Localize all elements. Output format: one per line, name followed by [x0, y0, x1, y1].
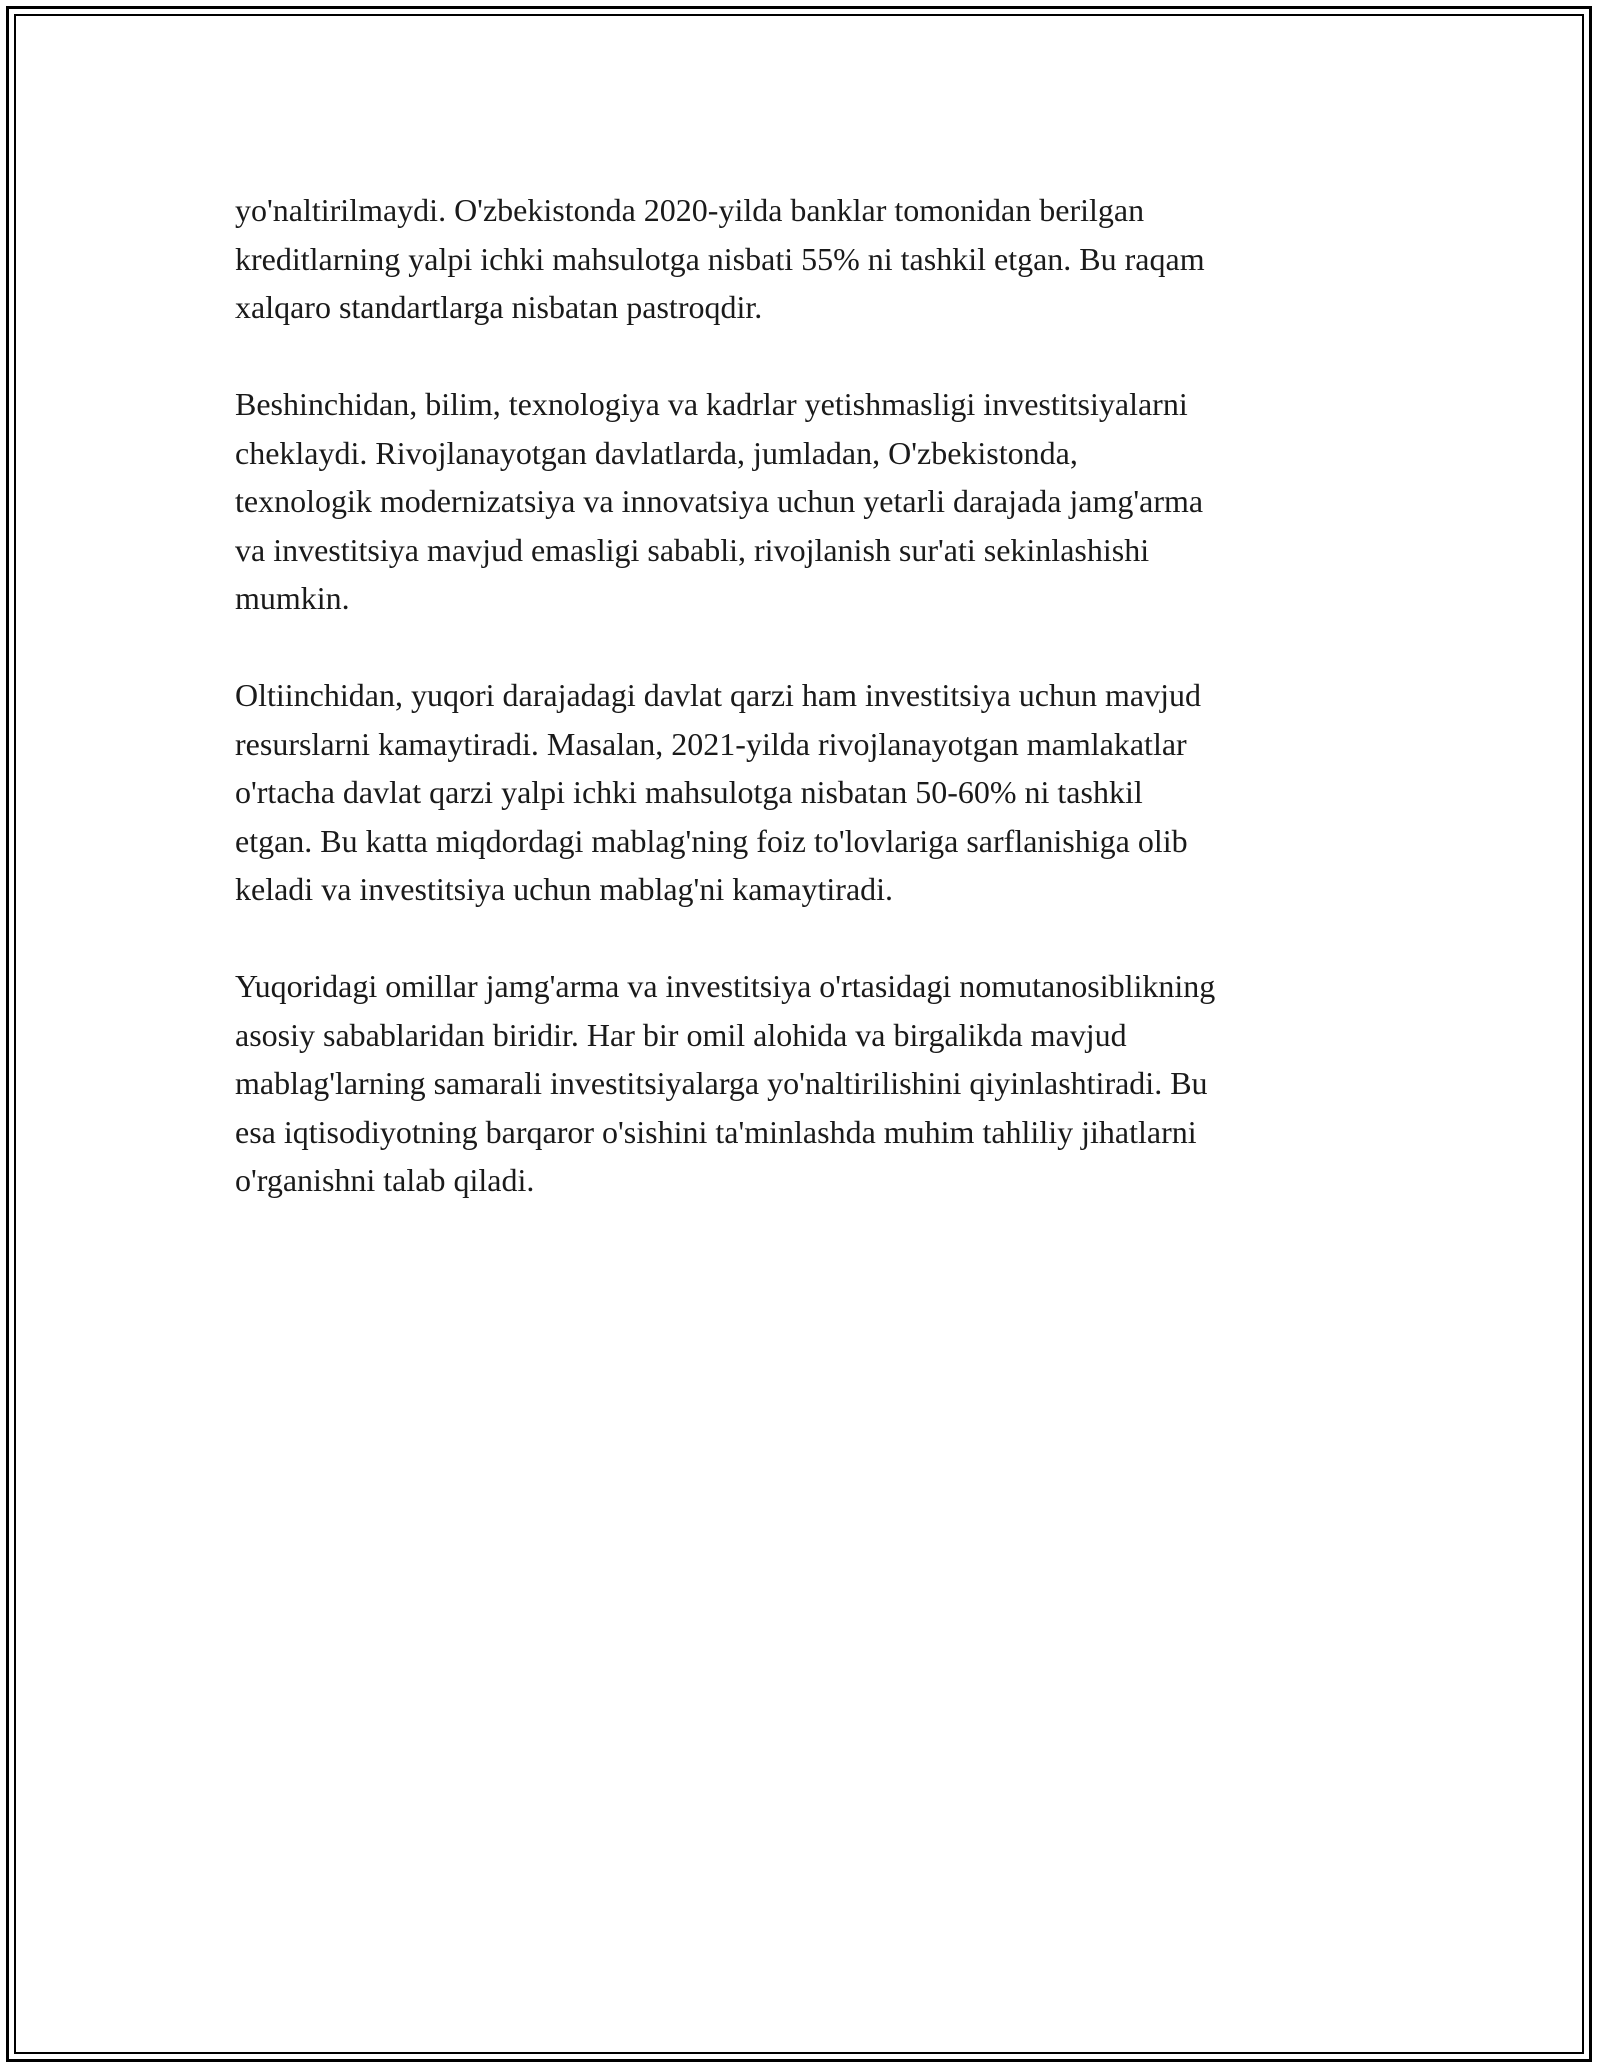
text-line: resurslarni kamaytiradi. Masalan, 2021-yilda rivojlanayotgan mamlakatlar — [235, 725, 1187, 762]
text-line: yo'naltirilmaydi. O'zbekistonda 2020-yilda banklar tomonidan berilgan — [235, 192, 1145, 228]
text-line: asosiy sabablaridan biridir. Har bir omil alohida va birgalikda mavjud — [235, 1016, 1127, 1053]
text-line: o'rganishni talab qiladi. — [235, 1162, 535, 1198]
text-line: texnologik modernizatsiya va innovatsiya uchun yetarli darajada jamg'arma — [235, 483, 1204, 519]
text-line: mablag'larning samarali investitsiyalarga yo'naltirilishini qiyinlashtiradi. Bu — [235, 1065, 1208, 1101]
text-line: etgan. Bu katta miqdordagi mablag'ning foiz to'lovlariga sarflanishiga olib — [235, 822, 1188, 859]
paragraph-4 — [235, 962, 1380, 1205]
text-line: o'rtacha davlat qarzi yalpi ichki mahsulotga nisbatan 50-60% ni tashkil — [235, 774, 1143, 810]
paragraph-3 — [235, 671, 1380, 914]
text-line: cheklaydi. Rivojlanayotgan davlatlarda, jumladan, O'zbekistonda, — [235, 434, 1078, 471]
paragraph-1 — [235, 186, 1380, 332]
paragraph-2 — [235, 380, 1380, 623]
document-body — [235, 186, 1380, 1253]
text-line: kreditlarning yalpi ichki mahsulotga nisbati 55% ni tashkil etgan. Bu raqam — [235, 240, 1205, 277]
text-line: esa iqtisodiyotning barqaror o'sishini ta'minlashda muhim tahliliy jihatlarni — [235, 1113, 1197, 1150]
text-line: xalqaro standartlarga nisbatan pastroqdir. — [235, 289, 763, 325]
text-line: Beshinchidan, bilim, texnologiya va kadrlar yetishmasligi investitsiyalarni — [235, 386, 1188, 422]
text-line: Oltiinchidan, yuqori darajadagi davlat qarzi ham investitsiya uchun mavjud — [235, 677, 1201, 713]
text-line: va investitsiya mavjud emasligi sababli, rivojlanish sur'ati sekinlashishi — [235, 531, 1150, 568]
text-line: keladi va investitsiya uchun mablag'ni kamaytiradi. — [235, 871, 894, 907]
text-line: mumkin. — [235, 580, 350, 616]
text-line: Yuqoridagi omillar jamg'arma va investitsiya o'rtasidagi nomutanosiblikning — [235, 968, 1216, 1004]
